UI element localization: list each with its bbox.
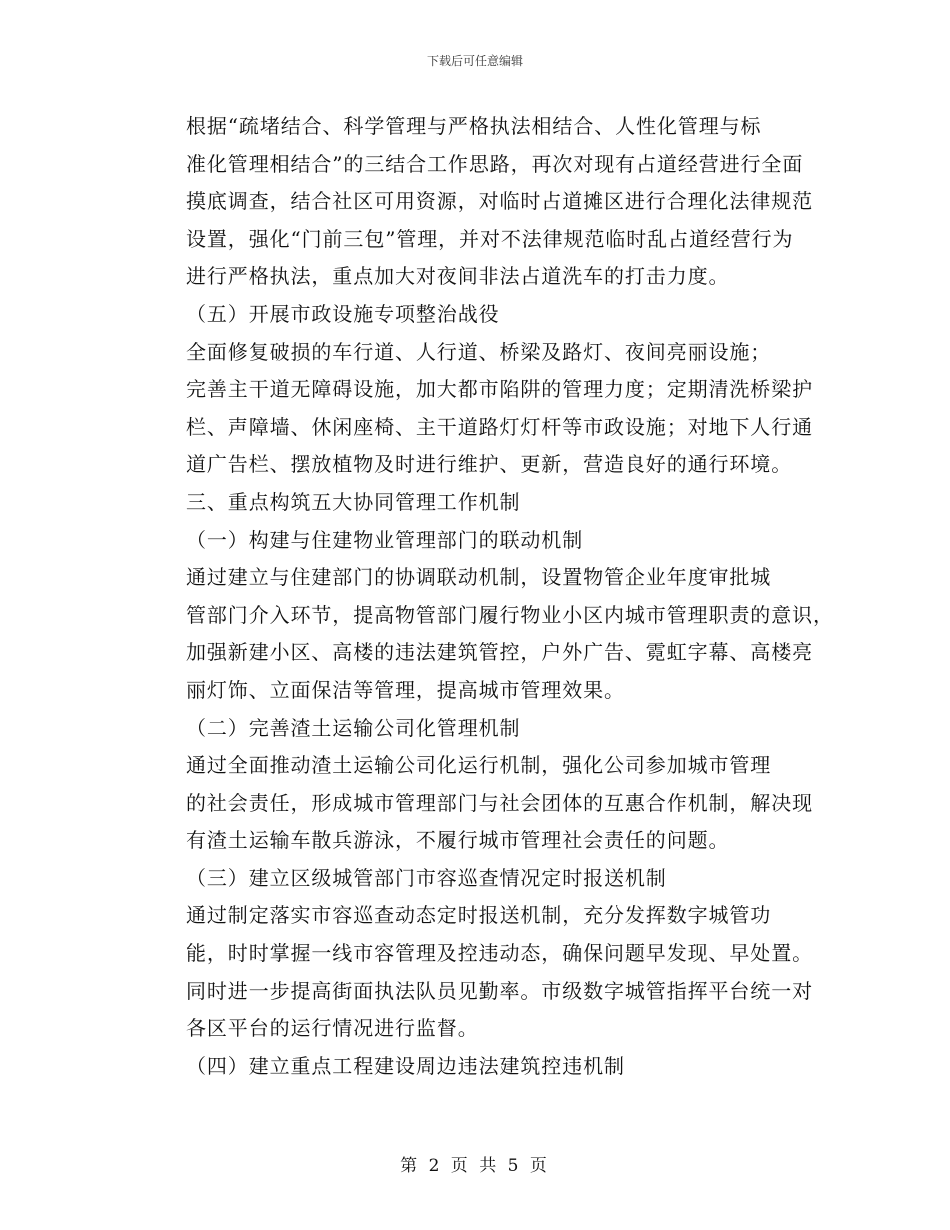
text-line: 通过建立与住建部门的协调联动机制，设置物管企业年度审批城 (186, 565, 772, 590)
body-paragraph (144, 897, 813, 1047)
body-paragraph (144, 747, 813, 860)
text-line: 通过制定落实市容巡查动态定时报送机制，充分发挥数字城管功 (186, 903, 772, 928)
text-line: 管部门介入环节，提高物管部门履行物业小区内城市管理职责的意识， (186, 602, 834, 627)
text-line: 丽灯饰、立面保洁等管理，提高城市管理效果。 (186, 677, 625, 702)
body-paragraph (144, 334, 813, 484)
text-line: 设置，强化“门前三包”管理，并对不法律规范临时乱占道经营行为 (186, 226, 794, 251)
section-heading: （五）开展市政设施专项整治战役 (186, 301, 500, 326)
text-line: 栏、声障墙、休闲座椅、主干道路灯灯杆等市政设施；对地下人行通 (186, 414, 813, 439)
body-paragraph (144, 559, 834, 709)
section-heading: （二）完善渣土运输公司化管理机制 (186, 715, 521, 740)
text-line: 根据“疏堵结合、科学管理与严格执法相结合、人性化管理与标 (186, 114, 762, 138)
section-heading: （四）建立重点工程建设周边违法建筑控违机制 (186, 1053, 625, 1078)
section-heading: （一）构建与住建物业管理部门的联动机制 (186, 527, 584, 552)
text-line: 同时进一步提高街面执法队员见勤率。市级数字城管指挥平台统一对 (186, 978, 813, 1003)
text-line: 能，时时掌握一线市容管理及控违动态，确保问题早发现、早处置。 (186, 941, 813, 966)
text-line: 加强新建小区、高楼的违法建筑管控，户外广告、霓虹字幕、高楼亮 (186, 640, 813, 665)
text-line: 各区平台的运行情况进行监督。 (186, 1016, 479, 1041)
page-header-note: 下载后可任意编辑 (426, 54, 523, 68)
text-line: 有渣土运输车散兵游泳，不履行城市管理社会责任的问题。 (186, 828, 730, 853)
document-body (144, 108, 834, 1085)
text-line: 准化管理相结合”的三结合工作思路，再次对现有占道经营进行全面 (186, 151, 804, 176)
chapter-heading: 三、重点构筑五大协同管理工作机制 (186, 489, 521, 514)
body-paragraph (144, 108, 813, 296)
text-line: 道广告栏、摆放植物及时进行维护、更新，营造良好的通行环境。 (186, 452, 793, 477)
page-number-footer: 第 2 页 共 5 页 (400, 1156, 550, 1176)
text-line: 摸底调查，结合社区可用资源，对临时占道摊区进行合理化法律规范 (186, 189, 813, 214)
text-line: 进行严格执法，重点加大对夜间非法占道洗车的打击力度。 (186, 264, 730, 289)
section-heading: （三）建立区级城管部门市容巡查情况定时报送机制 (186, 865, 667, 890)
text-line: 全面修复破损的车行道、人行道、桥梁及路灯、夜间亮丽设施； (186, 339, 772, 364)
text-line: 的社会责任，形成城市管理部门与社会团体的互惠合作机制，解决现 (186, 790, 813, 815)
text-line: 完善主干道无障碍设施，加大都市陷阱的管理力度；定期清洗桥梁护 (186, 377, 813, 402)
text-line: 通过全面推动渣土运输公司化运行机制，强化公司参加城市管理 (186, 753, 772, 778)
